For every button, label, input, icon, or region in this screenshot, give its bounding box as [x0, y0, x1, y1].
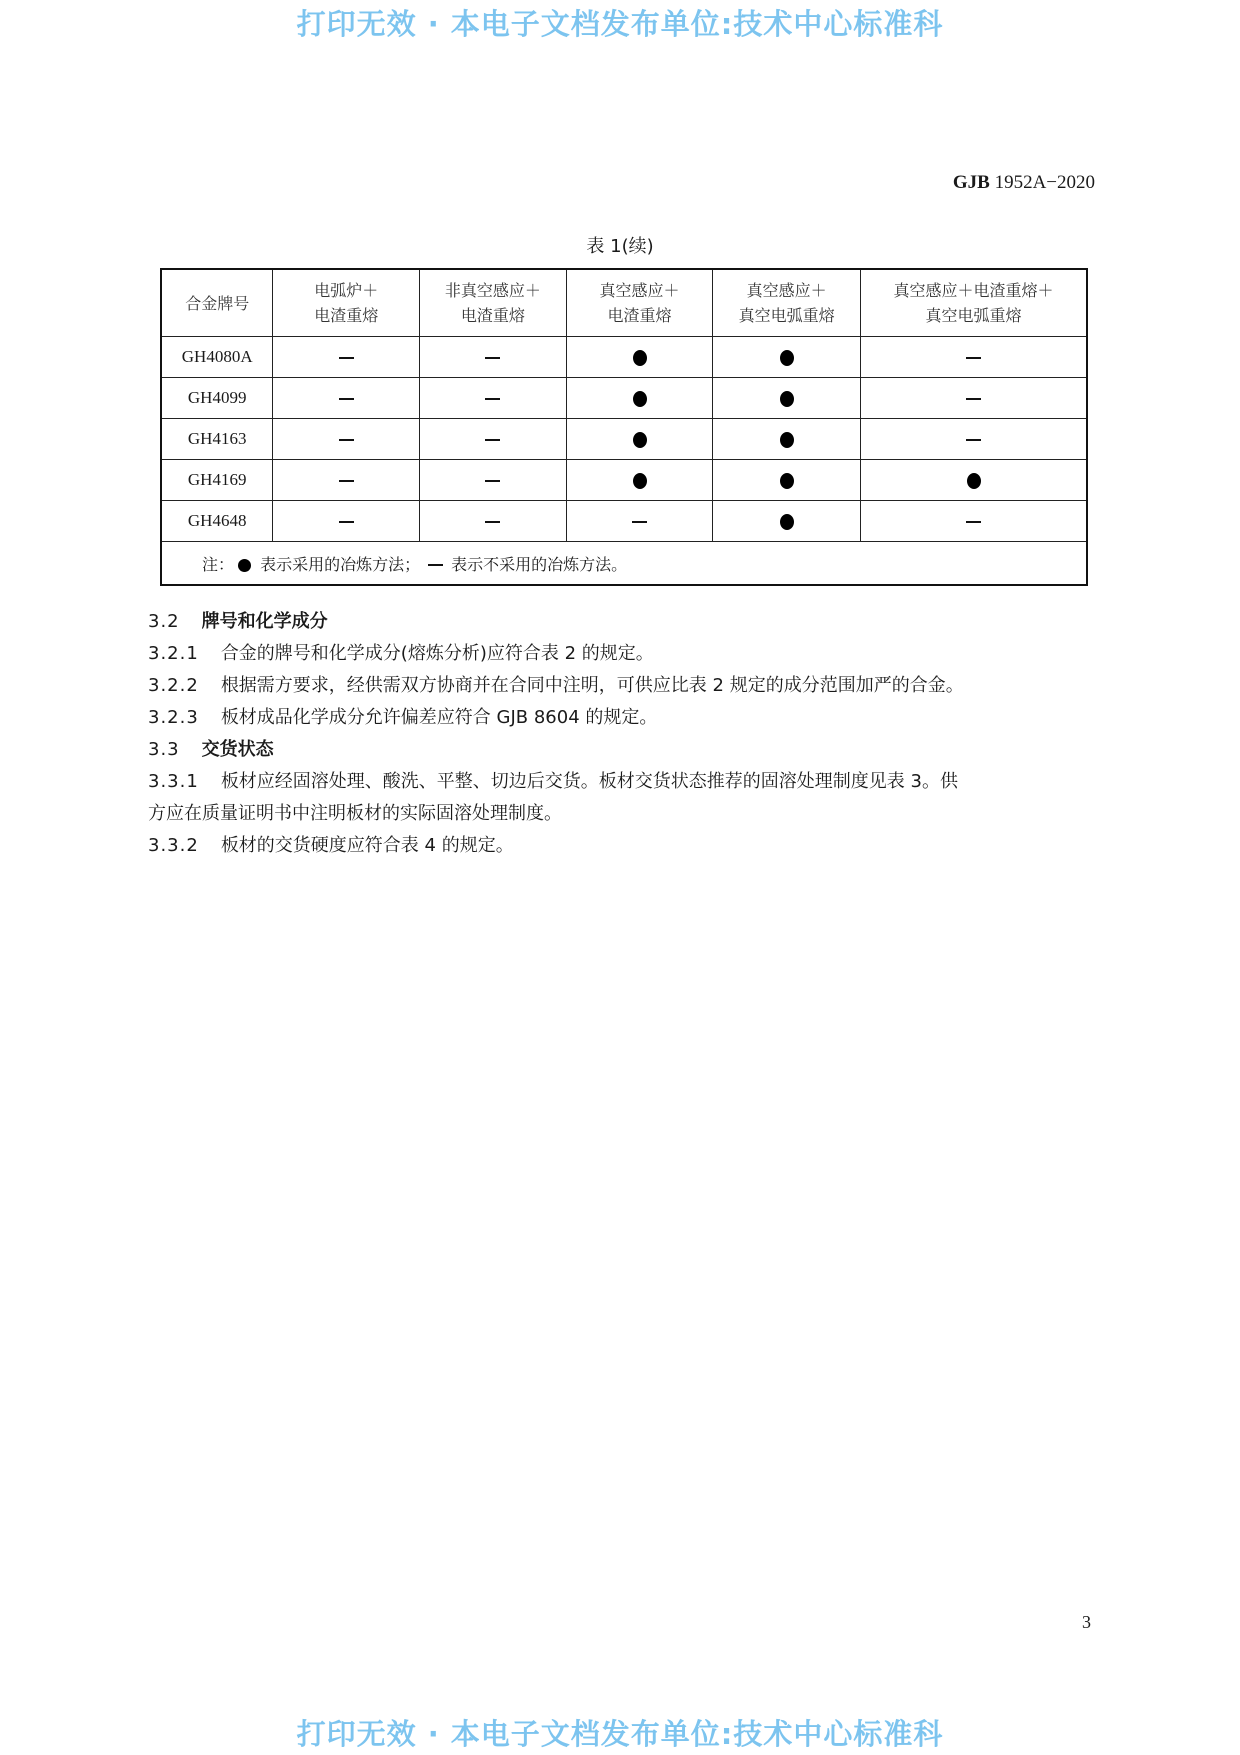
section-number: 3.3: [148, 739, 180, 760]
standard-code: [953, 172, 1095, 194]
alloy-grade: GH4169: [161, 460, 273, 501]
filled-circle-icon: [780, 391, 794, 407]
col-header-method-4: 真空感应＋ 真空电弧重熔: [713, 269, 861, 337]
section-number: 3.2.3: [148, 707, 199, 728]
table-row: [161, 337, 1087, 378]
dash-icon: [339, 521, 354, 523]
method-cell: [273, 501, 420, 542]
filled-circle-icon: [633, 473, 647, 489]
dash-icon: [339, 357, 354, 359]
alloy-grade: GH4080A: [161, 337, 273, 378]
dash-icon: [485, 521, 500, 523]
watermark-bottom: 打印无效 · 本电子文档发布单位:技术中心标准科: [296, 1717, 944, 1751]
method-cell: [713, 337, 861, 378]
method-cell: [420, 501, 567, 542]
section-number: 3.3.1: [148, 771, 199, 792]
table-body: [161, 337, 1087, 542]
dash-icon: [966, 398, 981, 400]
col-header-method-1: 电弧炉＋ 电渣重熔: [273, 269, 420, 337]
filled-circle-icon: [633, 391, 647, 407]
dash-icon: [428, 564, 443, 566]
section-heading: [148, 735, 274, 761]
col-header-method-5: 真空感应＋电渣重熔＋ 真空电弧重熔: [861, 269, 1087, 337]
section-text: 根据需方要求，经供需双方协商并在合同中注明，可供应比表 2 规定的成分范围加严的合金。: [220, 675, 964, 696]
dash-icon: [966, 439, 981, 441]
section-text: 交货状态: [201, 739, 274, 760]
section-number: 3.3.2: [148, 835, 199, 856]
standard-number: 1952A−2020: [989, 172, 1095, 193]
filled-circle-icon: [238, 559, 251, 572]
method-cell: [713, 460, 861, 501]
method-cell: [420, 378, 567, 419]
standard-prefix: GJB: [952, 172, 990, 193]
section-paragraph: [148, 767, 958, 793]
dash-icon: [632, 521, 647, 523]
section-paragraph: [148, 703, 657, 729]
method-cell: [420, 419, 567, 460]
table-header-row: [161, 269, 1087, 337]
dash-icon: [485, 439, 500, 441]
watermark-top: 打印无效 · 本电子文档发布单位:技术中心标准科: [296, 7, 944, 41]
section-text: 板材应经固溶处理、酸洗、平整、切边后交货。板材交货状态推荐的固溶处理制度见表 3。供: [220, 771, 958, 792]
filled-circle-icon: [780, 514, 794, 530]
section-number: 3.2: [148, 611, 180, 632]
table-caption: 表 1(续): [586, 236, 654, 257]
method-cell: [566, 501, 713, 542]
table-row: [161, 378, 1087, 419]
method-cell: [273, 460, 420, 501]
method-cell: [861, 460, 1087, 501]
section-text: 板材成品化学成分允许偏差应符合 GJB 8604 的规定。: [220, 707, 658, 728]
smelting-method-table: [160, 268, 1088, 586]
method-cell: [566, 378, 713, 419]
table-row: [161, 419, 1087, 460]
filled-circle-icon: [780, 473, 794, 489]
filled-circle-icon: [780, 350, 794, 366]
dash-icon: [339, 480, 354, 482]
section-paragraph: [148, 831, 514, 857]
col-header-method-3: 真空感应＋ 电渣重熔: [566, 269, 713, 337]
dash-icon: [966, 357, 981, 359]
method-cell: [861, 419, 1087, 460]
method-cell: [861, 501, 1087, 542]
dash-icon: [485, 398, 500, 400]
section-text: 合金的牌号和化学成分(熔炼分析)应符合表 2 的规定。: [220, 643, 654, 664]
method-cell: [566, 460, 713, 501]
dash-icon: [485, 357, 500, 359]
method-cell: [273, 378, 420, 419]
section-paragraph: [148, 639, 654, 665]
alloy-grade: GH4648: [161, 501, 273, 542]
filled-circle-icon: [633, 432, 647, 448]
col-header-method-2: 非真空感应＋ 电渣重熔: [420, 269, 567, 337]
table-row: [161, 501, 1087, 542]
method-cell: [273, 337, 420, 378]
section-text: 牌号和化学成分: [201, 611, 328, 632]
method-cell: [713, 501, 861, 542]
method-cell: [566, 419, 713, 460]
section-heading: [148, 607, 328, 633]
col-header-grade: 合金牌号: [161, 269, 273, 337]
table-row: [161, 460, 1087, 501]
method-cell: [566, 337, 713, 378]
section-paragraph: [148, 671, 964, 697]
section-paragraph: [148, 799, 562, 825]
dash-icon: [339, 439, 354, 441]
table-note: 注： 表示采用的冶炼方法； 表示不采用的冶炼方法。: [161, 542, 1087, 586]
method-cell: [713, 419, 861, 460]
method-cell: [273, 419, 420, 460]
dash-icon: [339, 398, 354, 400]
method-cell: [861, 337, 1087, 378]
alloy-grade: GH4099: [161, 378, 273, 419]
method-cell: [420, 460, 567, 501]
dash-icon: [485, 480, 500, 482]
section-number: 3.2.2: [148, 675, 199, 696]
method-cell: [861, 378, 1087, 419]
section-text: 板材的交货硬度应符合表 4 的规定。: [220, 835, 514, 856]
method-cell: [713, 378, 861, 419]
dash-icon: [966, 521, 981, 523]
table-note-row: [161, 542, 1087, 586]
filled-circle-icon: [967, 473, 981, 489]
method-cell: [420, 337, 567, 378]
page-number: 3: [1082, 1612, 1091, 1632]
filled-circle-icon: [633, 350, 647, 366]
section-text: 方应在质量证明书中注明板材的实际固溶处理制度。: [148, 803, 562, 824]
filled-circle-icon: [780, 432, 794, 448]
alloy-grade: GH4163: [161, 419, 273, 460]
section-number: 3.2.1: [148, 643, 199, 664]
